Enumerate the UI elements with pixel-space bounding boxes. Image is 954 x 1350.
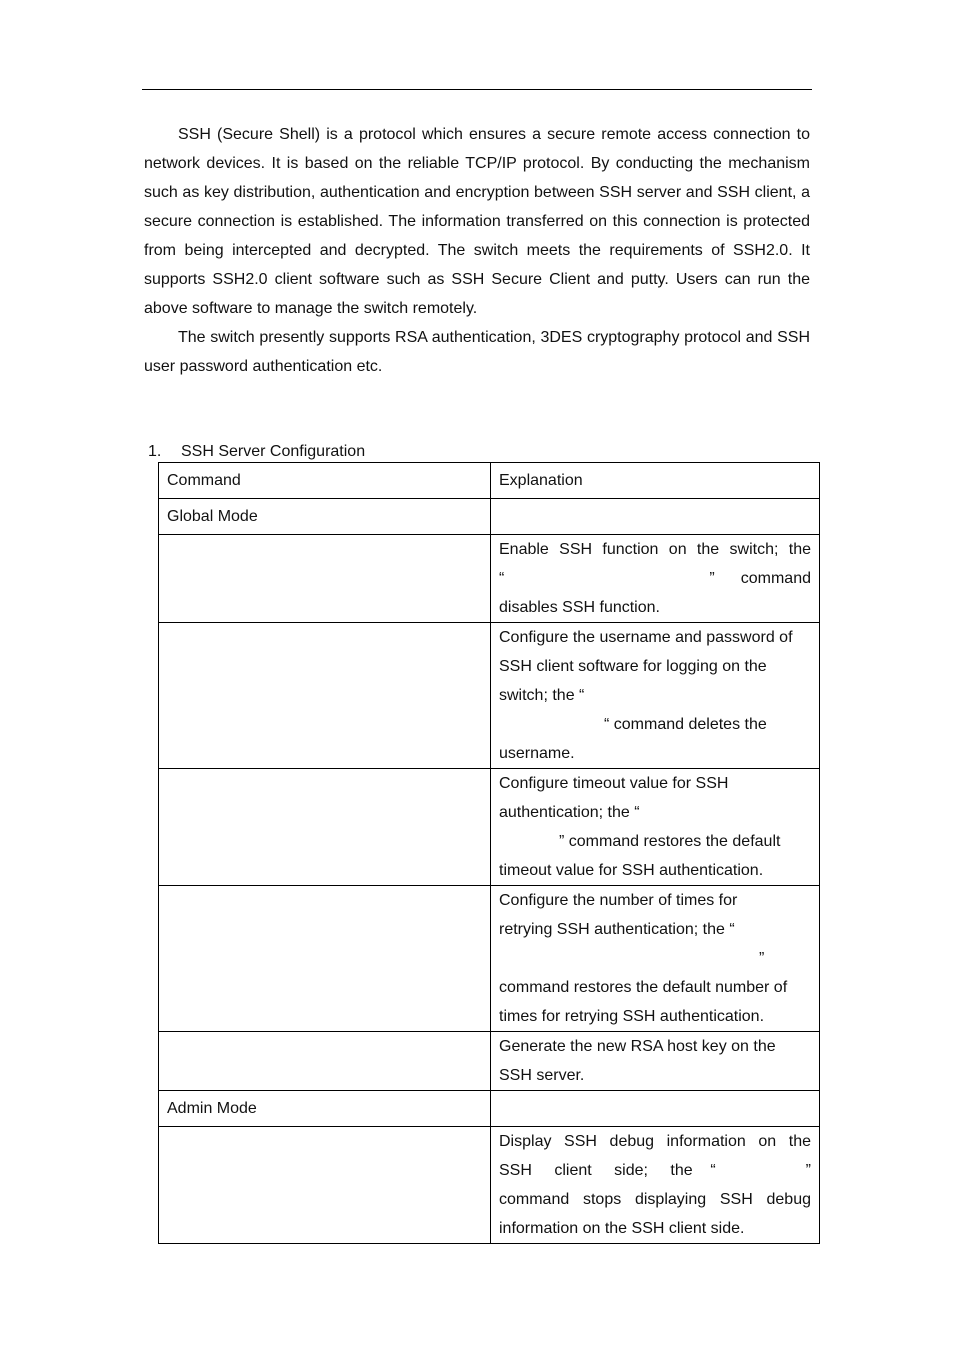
word-command: command [740,570,811,587]
text-line: times for retrying SSH authentication. [499,1008,765,1025]
header-rule [142,89,812,90]
explanation-cell-rsa [491,1032,820,1091]
section-number: 1. [148,443,162,460]
header-explanation: Explanation [491,463,820,499]
explanation-cell-retry [491,886,820,1032]
text-line [499,1156,811,1185]
text-line: Configure timeout value for SSH [499,775,729,792]
close-quote: ” [759,950,765,967]
header-command: Command [159,463,491,499]
explanation-cell-debug [491,1127,820,1244]
open-quote: “ [499,570,505,587]
text-line: Enable SSH function on the switch; the [499,541,811,558]
text-line: switch; the “ [499,687,585,704]
ssh-command-table [158,462,820,1244]
global-mode-blank [491,499,820,535]
mode-row-global [159,499,820,535]
text-line [499,564,811,593]
intro-paragraph-2: The switch presently supports RSA authentication, 3DES cryptography protocol and SSH user password authentication etc. [144,329,810,375]
close-quote: ” [709,570,715,587]
command-cell [159,1127,491,1244]
admin-mode-label: Admin Mode [159,1091,491,1127]
text-line [499,827,811,856]
explanation-cell-enable-ssh [491,535,820,623]
text-line: command stops displaying SSH debug [499,1191,811,1208]
table-row [159,1127,820,1244]
section-title: SSH Server Configuration [181,443,366,460]
text-line: Configure the number of times for [499,892,738,909]
text-line: Display SSH debug information on the [499,1133,811,1150]
table-row [159,1032,820,1091]
command-cell [159,769,491,886]
table-row [159,623,820,769]
admin-mode-blank [491,1091,820,1127]
text-fragment: “ command deletes the [604,716,767,733]
intro-text [144,120,810,381]
table-row [159,769,820,886]
open-quote: “ [710,1162,716,1179]
command-cell [159,623,491,769]
text-line [499,710,811,739]
global-mode-label: Global Mode [159,499,491,535]
table-row [159,535,820,623]
text-line: Configure the username and password of [499,629,793,646]
command-cell [159,1032,491,1091]
command-cell [159,535,491,623]
section-heading [148,440,365,464]
text-line: username. [499,745,575,762]
explanation-cell-user [491,623,820,769]
mode-row-admin [159,1091,820,1127]
close-quote: ” [805,1162,811,1179]
table-header-row [159,463,820,499]
text-line: SSH server. [499,1067,585,1084]
explanation-cell-timeout [491,769,820,886]
table-row [159,886,820,1032]
intro-paragraph-1: SSH (Secure Shell) is a protocol which ensures a secure remote access connection to network devices. It is based on the reliable TCP/IP protocol. By conducting the mechanism such as key distribution, authentication and encryption between SSH server and SSH client, a secure connection is established. The information transferred on this connection is protected from being intercepted and decrypted. The switch meets the requirements of SSH2.0. It supports SSH2.0 client software such as SSH Secure Client and putty. Users can run the above software to manage the switch remotely. [144,126,810,317]
text-line: information on the SSH client side. [499,1220,745,1237]
text-line [499,944,811,973]
text-line: timeout value for SSH authentication. [499,862,764,879]
text-fragment: SSH client side; the [499,1162,693,1179]
text-line: command restores the default number of [499,979,788,996]
text-line: SSH client software for logging on the [499,658,767,675]
text-fragment: ” command restores the default [559,833,781,850]
text-line: disables SSH function. [499,599,660,616]
command-cell [159,886,491,1032]
text-line: retrying SSH authentication; the “ [499,921,735,938]
text-line: authentication; the “ [499,804,640,821]
text-line: Generate the new RSA host key on the [499,1038,776,1055]
